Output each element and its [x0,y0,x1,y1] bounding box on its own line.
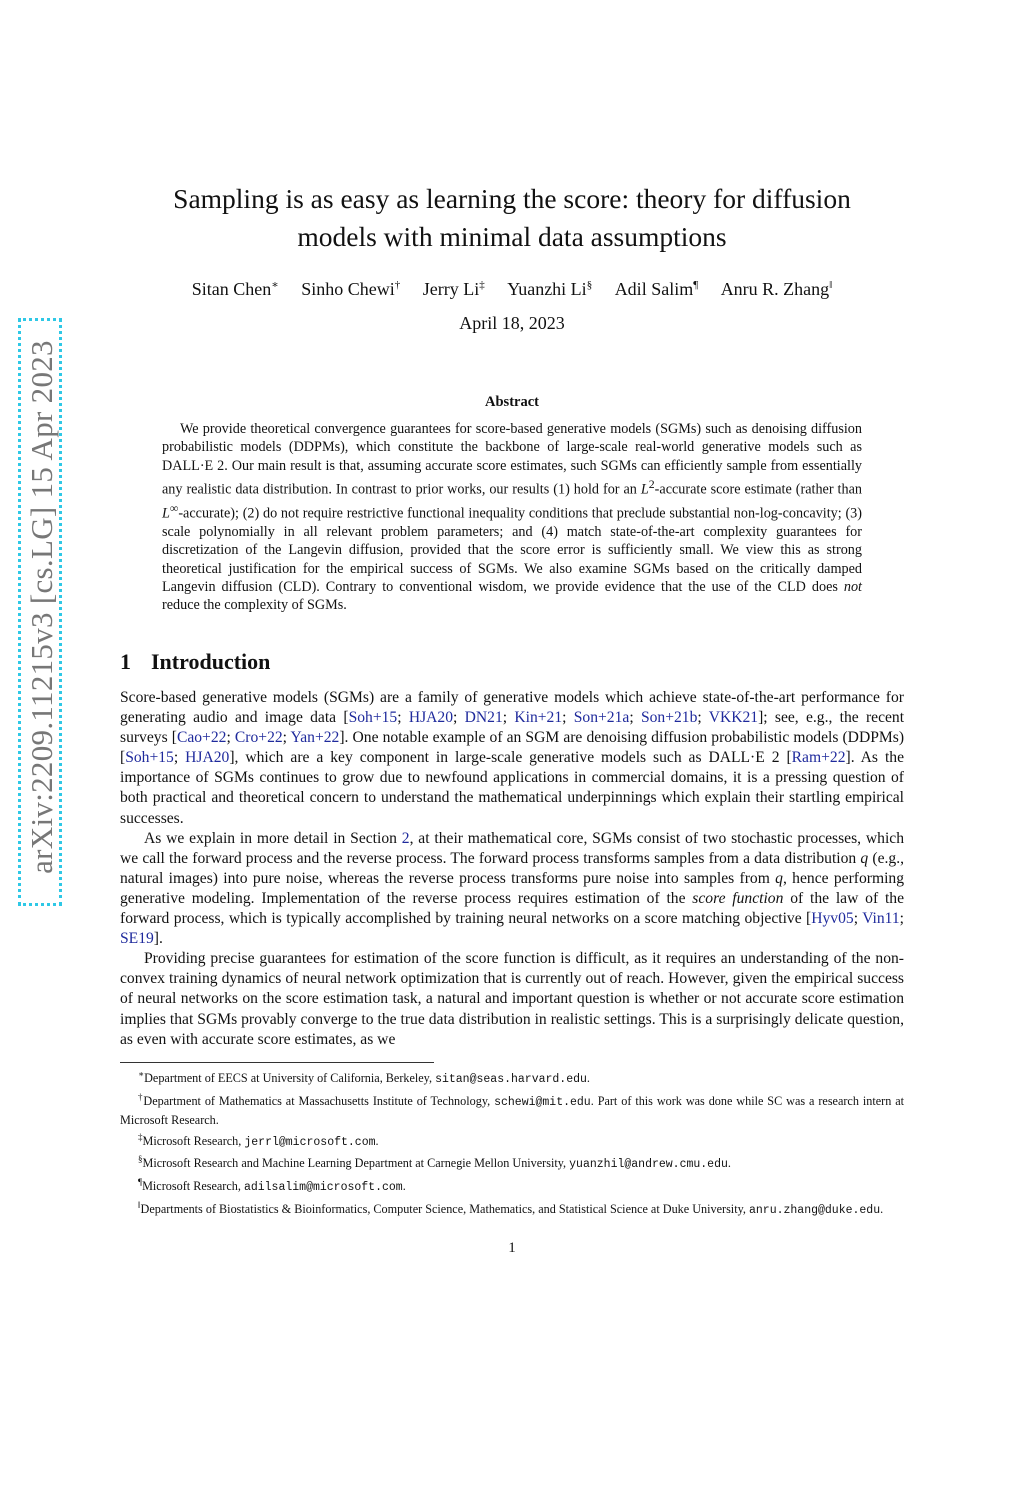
section-title: Introduction [151,649,271,674]
citation-link[interactable]: Cro+22 [234,729,283,747]
arxiv-id[interactable]: arXiv:2209.11215v3 [cs.LG] 15 Apr 2023 [24,340,59,874]
citation-link[interactable]: Vin11 [862,910,900,928]
author: Adil Salim¶ [614,279,699,299]
citation-link[interactable]: Son+21b [640,709,698,727]
footnote: †Department of Mathematics at Massachusetts Institute of Technology, schewi@mit.edu. Part of this work was done while SC was a research intern at Microsoft Research. [120,1091,905,1127]
author: Anru R. Zhang‖ [720,279,833,299]
abstract-paragraph: We provide theoretical convergence guarantees for score-based generative models (SGMs) such as denoising diffusion probabilistic models (DDPMs), which constitute the backbone of large-scale real-world generative models such as DALL·E 2. Our main result is that, assuming accurate score estimates, such SGMs can efficiently sample from essentially any realistic data distribution. In contrast to prior works, our results (1) hold for an $L^2$-accurate score estimate (rather than L∞-accurate); (2) do not require restrictive functional inequality conditions that preclude substantial non-log-concavity; (3) scale polynomially in all relevant problem parameters; and (4) match state-of-the-art complexity guarantees for discretization of the Langevin diffusion, provided that the score error is sufficiently small. We view this as strong theoretical justification for the empirical success of SGMs. We also examine SGMs based on the critically damped Langevin diffusion (CLD). Contrary to conventional wisdom, we provide evidence that the use of the CLD does not reduce the complexity of SGMs. [162,421,862,614]
section-number: 1 [120,649,131,674]
author: Jerry Li‡ [422,279,485,299]
email-link[interactable]: jerrl@microsoft.com [244,1135,376,1149]
citation-link[interactable]: DN21 [464,709,503,727]
citation-link[interactable]: Cao+22 [176,729,227,747]
body-paragraph: As we explain in more detail in Section 2, at their mathematical core, SGMs consist of two stochastic processes, which we call the forward process and the reverse process. The forward process transforms samples from a data distribution q (e.g., natural images) into pure noise, whereas the reverse process transforms pure noise into samples from q, hence performing generative modeling. Implementation of the reverse process requires estimation of the score function of the law of the forward process, which is typically accomplished by training neural networks on a score matching objective [Hyv05; Vin11; SE19]. [120,829,905,948]
citation-link[interactable]: Kin+21 [514,709,563,727]
author-list [120,272,904,302]
email-link[interactable]: anru.zhang@duke.edu [748,1204,881,1218]
citation-link[interactable]: HJA20 [408,709,454,727]
page-number: 1 [508,1240,516,1256]
citation-link[interactable]: HJA20 [185,749,230,767]
section-heading [120,649,270,675]
abstract-body [162,420,862,614]
citation-link[interactable]: Son+21a [573,709,630,727]
footnote: ∗Department of EECS at University of California, Berkeley, sitan@seas.harvard.edu. [138,1069,590,1087]
footnote: §Microsoft Research and Machine Learning Department at Carnegie Mellon University, yuanzhil@andrew.cmu.edu. [138,1154,731,1172]
paper-title [120,180,904,256]
citation-link[interactable]: SE19 [120,930,154,948]
email-link[interactable]: sitan@seas.harvard.edu [435,1073,587,1087]
body-paragraph: Providing precise guarantees for estimation of the score function is difficult, as it requires an understanding of the non-convex training dynamics of neural network optimization that is currently out of reach. However, given the empirical success of neural networks on the score estimation task, a natural and important question is whether or not accurate score estimation implies that SGMs provably converge to the true data distribution in realistic settings. This is a surprisingly delicate question, as even with accurate score estimates, as we [120,950,904,1048]
citation-link[interactable]: Soh+15 [125,749,174,767]
paper-date: April 18, 2023 [459,313,565,333]
email-link[interactable]: adilsalim@microsoft.com [243,1181,403,1195]
footnote: ‖Departments of Biostatistics & Bioinformatics, Computer Science, Mathematics, and Statistical Science at Duke University, anru.zhang@duke.edu. [138,1200,884,1218]
footnote: ¶Microsoft Research, adilsalim@microsoft.com. [138,1177,406,1195]
introduction-body [120,688,904,1050]
abstract-heading: Abstract [485,394,539,410]
author: Sinho Chewi† [301,279,401,299]
citation-link[interactable]: Ram+22 [791,749,846,767]
citation-link[interactable]: Yan+22 [290,729,340,747]
footnote: ‡Microsoft Research, jerrl@microsoft.com. [138,1131,379,1149]
footnote-divider [120,1062,434,1063]
section-ref-link[interactable]: 2 [401,829,410,847]
footnotes [120,1066,904,1220]
citation-link[interactable]: Soh+15 [348,709,398,727]
citation-link[interactable]: Hyv05 [811,910,854,928]
citation-link[interactable]: VKK21 [708,709,759,727]
title-line-1: Sampling is as easy as learning the score: theory for diffusion [173,183,851,214]
title-line-2: models with minimal data assumptions [297,221,727,252]
author: Sitan Chen∗ [191,279,279,299]
email-link[interactable]: schewi@mit.edu [494,1095,591,1109]
body-paragraph: Score-based generative models (SGMs) are a family of generative models which achieve state-of-the-art performance for generating audio and image data [Soh+15; HJA20; DN21; Kin+21; Son+21a; Son+21b; VKK21]; see, e.g., the recent surveys [Cao+22; Cro+22; Yan+22]. One notable example of an SGM are denoising diffusion probabilistic models (DDPMs) [Soh+15; HJA20], which are a key component in large-scale generative models such as DALL·E 2 [Ram+22]. As the importance of SGMs continues to grow due to newfound applications in commercial domains, it is a pressing question of both practical and theoretical concern to understand the mathematical underpinnings which explain their startling empirical successes. [120,689,905,827]
arxiv-stamp[interactable] [24,340,64,1492]
email-link[interactable]: yuanzhil@andrew.cmu.edu [569,1158,728,1172]
author: Yuanzhi Li§ [507,279,593,299]
